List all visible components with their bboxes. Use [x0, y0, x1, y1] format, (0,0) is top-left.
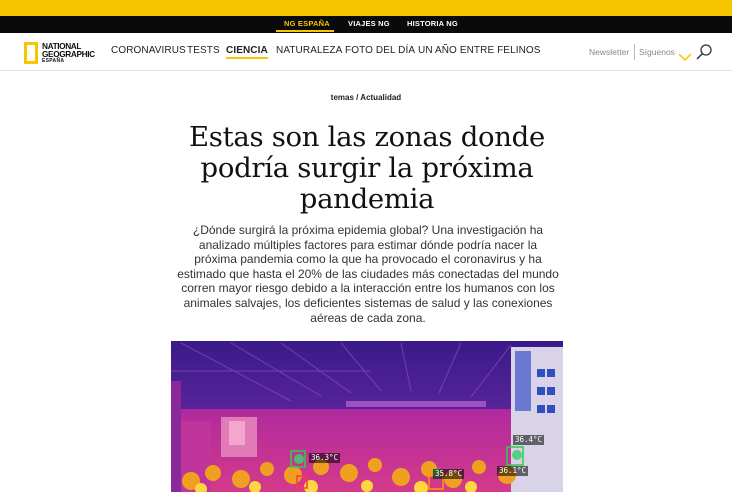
logo-line-3: ESPAÑA [42, 57, 65, 64]
brand-link-historia-ng[interactable]: HISTORIA NG [407, 19, 458, 28]
logo-line-2: GEOGRAPHIC [42, 48, 95, 59]
nav-item-ciencia[interactable]: CIENCIA [226, 45, 268, 59]
thermal-camera-photo [171, 341, 563, 492]
yellow-frame-icon [24, 42, 38, 64]
chevron-down-icon[interactable] [678, 48, 692, 66]
nav-divider [634, 44, 635, 60]
follow-us-link[interactable]: Síguenos [639, 47, 675, 57]
main-navigation [0, 33, 732, 71]
top-yellow-band [0, 0, 732, 16]
active-brand-indicator [276, 30, 334, 32]
brand-bar [0, 16, 732, 33]
logo-line-1: NATIONAL [42, 40, 82, 51]
nav-item-naturaleza[interactable]: NATURALEZA [276, 45, 343, 56]
article-title: Estas son las zonas donde podría surgir la próxima pandemia [189, 121, 545, 215]
search-icon[interactable] [695, 43, 713, 66]
brand-link-viajes-ng[interactable]: VIAJES NG [348, 19, 390, 28]
nav-item-un-ano-entre-felinos[interactable]: UN AÑO ENTRE FELINOS [418, 45, 541, 56]
temperature-label: 36.4°C [515, 435, 543, 444]
brand-link-ng-espana[interactable]: NG ESPAÑA [284, 19, 330, 28]
temperature-label: 36.1°C [499, 466, 527, 475]
nav-item-coronavirus[interactable]: CORONAVIRUS [111, 45, 186, 56]
newsletter-link[interactable]: Newsletter [589, 47, 630, 57]
temperature-label: 36.3°C [311, 453, 339, 462]
article-kicker[interactable]: temas / Actualidad [330, 93, 402, 102]
article-lead: ¿Dónde surgirá la próxima epidemia global? Una investigación ha analizado múltiples factores para estimar dónde podría nacer la próxima pandemia como la que ha provocado el coronavirus y ha estimado que hasta el 20% de las ciudades más conectadas del mundo corren mayor riesgo debido a la interacción entre los humanos con los animales salvajes, los deficientes sistemas de salud y las conexiones aéreas de cada zona. [177, 223, 559, 325]
nav-item-tests[interactable]: TESTS [187, 45, 220, 56]
national-geographic-logo[interactable] [24, 40, 95, 66]
temperature-label: 35.8°C [435, 469, 463, 478]
nav-item-foto-del-dia[interactable]: FOTO DEL DÍA [345, 45, 416, 56]
